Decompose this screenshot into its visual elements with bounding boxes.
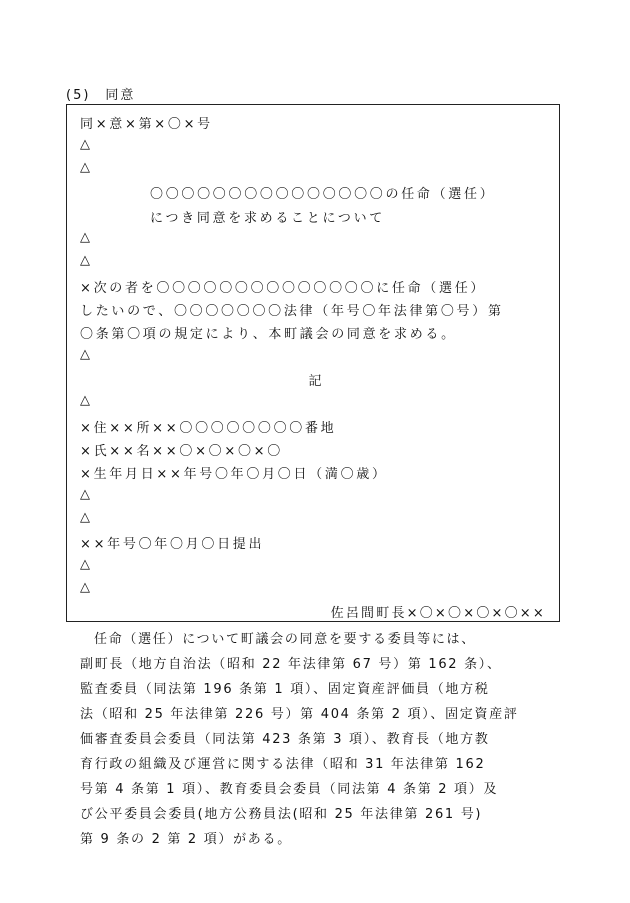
address-line: ×住××所××〇〇〇〇〇〇〇〇番地 (80, 421, 337, 436)
birthdate-line: ×生年月日××年号〇年〇月〇日（満〇歳） (80, 467, 388, 482)
blank-marker: △ (80, 580, 93, 595)
blank-marker: △ (80, 253, 93, 268)
explanation-line: 任命（選任）について町議会の同意を要する委員等には、 (94, 632, 476, 647)
title-line-2: につき同意を求めることについて (150, 211, 385, 226)
blank-marker: △ (80, 347, 93, 362)
explanation-line: 法（昭和 25 年法律第 226 号）第 404 条第 2 項）、固定資産評 (80, 707, 519, 722)
body-line-2: したいので、〇〇〇〇〇〇〇法律（年号〇年法律第〇号）第 (80, 304, 504, 319)
blank-marker: △ (80, 510, 93, 525)
explanation-line: 号第 4 条第 1 項）、教育委員会委員（同法第 4 条第 2 項）及 (80, 782, 499, 797)
signature-line: 佐呂間町長×〇×〇×〇×〇×× (330, 606, 546, 621)
body-line-3: 〇条第〇項の規定により、本町議会の同意を求める。 (80, 327, 457, 342)
ki-heading: 記 (308, 374, 322, 389)
blank-marker: △ (80, 557, 93, 572)
blank-marker: △ (80, 137, 93, 152)
explanation-line: び公平委員会委員(地方公務員法(昭和 25 年法律第 261 号) (80, 807, 483, 822)
blank-marker: △ (80, 160, 93, 175)
blank-marker: △ (80, 487, 93, 502)
title-line-1: 〇〇〇〇〇〇〇〇〇〇〇〇〇〇〇の任命（選任） (150, 187, 496, 202)
name-line: ×氏××名××〇×〇×〇×〇 (80, 444, 283, 459)
blank-marker: △ (80, 393, 93, 408)
explanation-line: 第 9 条の 2 第 2 項）がある。 (80, 832, 292, 847)
section-heading: (5) 同意 (66, 88, 136, 103)
blank-marker: △ (80, 230, 93, 245)
explanation-line: 副町長（地方自治法（昭和 22 年法律第 67 号）第 162 条）、 (80, 657, 502, 672)
explanation-line: 価審査委員会委員（同法第 423 条第 3 項）、教育長（地方教 (80, 732, 490, 747)
explanation-line: 監査委員（同法第 196 条第 1 項）、固定資産評価員（地方税 (80, 682, 490, 697)
body-line-1: ×次の者を〇〇〇〇〇〇〇〇〇〇〇〇〇〇に任命（選任） (80, 281, 487, 296)
explanation-line: 育行政の組織及び運営に関する法律（昭和 31 年法律第 162 (80, 757, 486, 772)
doc-number: 同×意×第×〇×号 (80, 117, 213, 132)
submit-date: ××年号〇年〇月〇日提出 (80, 537, 265, 552)
